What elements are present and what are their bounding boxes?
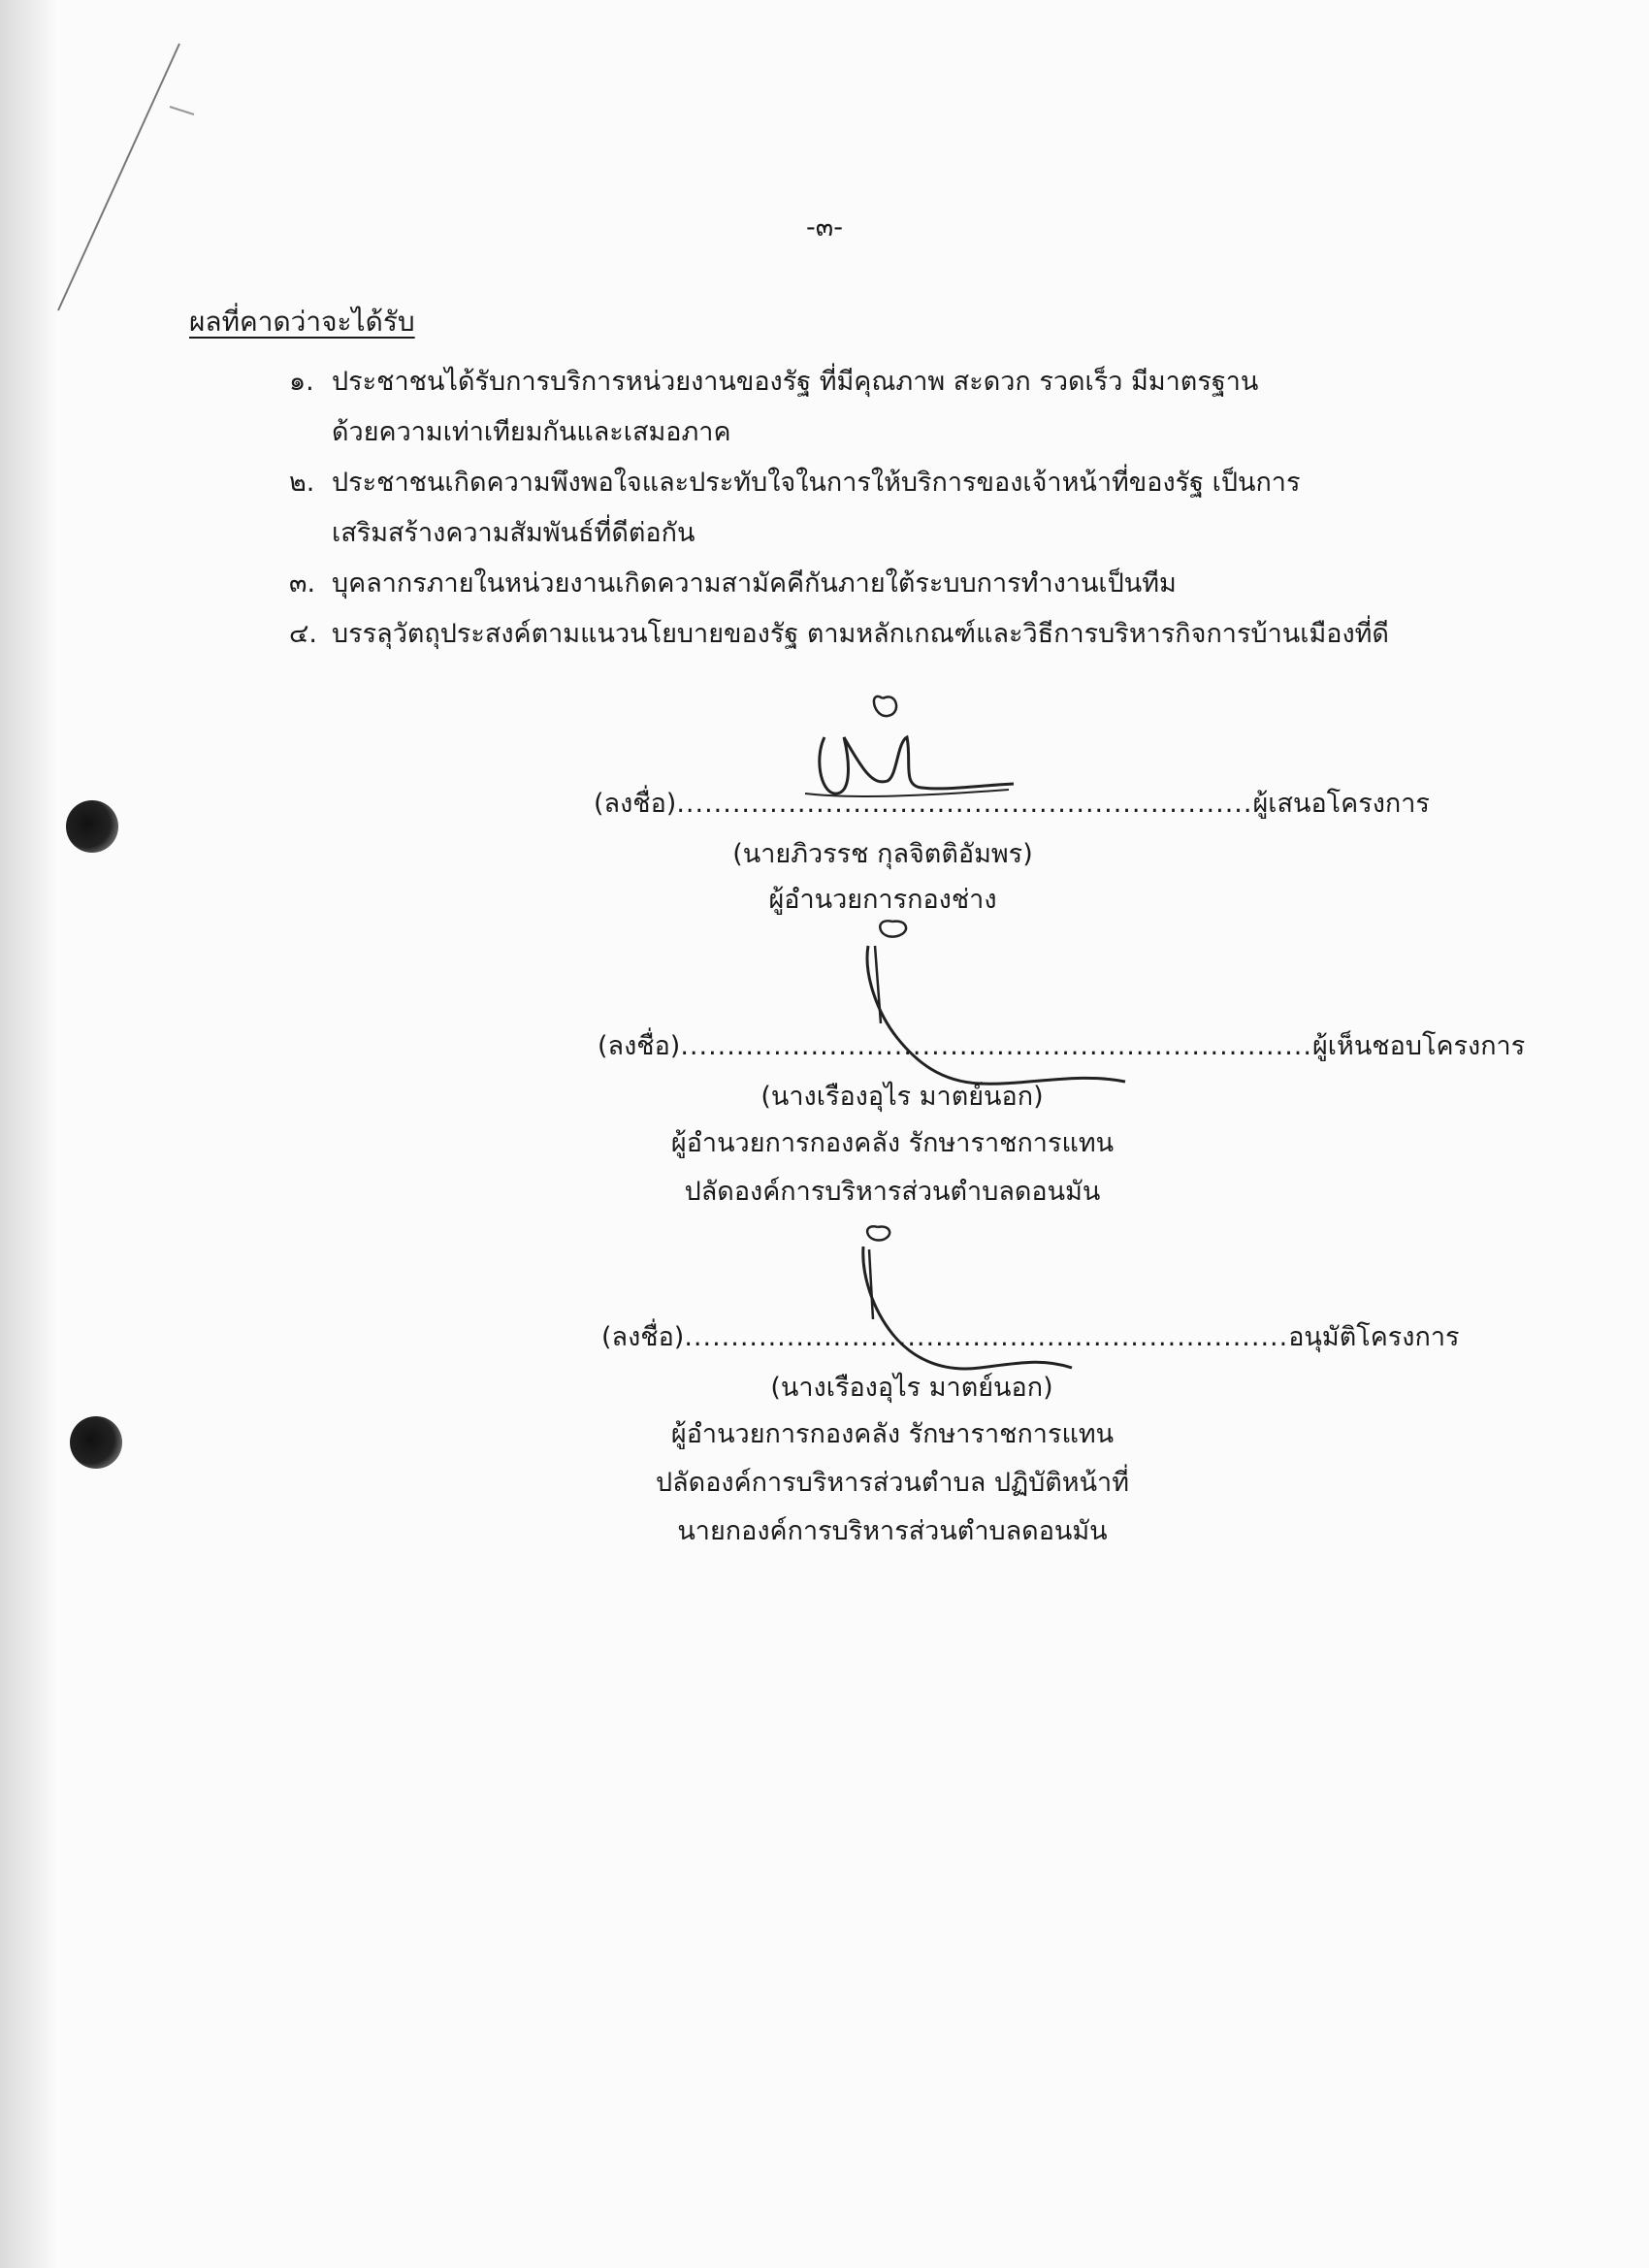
page-number: -๓- bbox=[806, 212, 843, 243]
item-text: ด้วยความเท่าเทียมกันและเสมอภาค bbox=[332, 417, 731, 447]
list-item bbox=[289, 559, 1482, 609]
sign-prefix: (ลงชื่อ) bbox=[594, 789, 677, 819]
signer-position: ผู้อำนวยการกองช่าง bbox=[768, 885, 997, 915]
item-text: บุคลากรภายในหน่วยงานเกิดความสามัคคีกันภายใต้ระบบการทำงานเป็นทีม bbox=[332, 568, 1177, 599]
item-number: ๔. bbox=[289, 619, 318, 649]
signer-name: (นางเรืองอุไร มาตย์นอก) bbox=[760, 1082, 1044, 1112]
section-heading: ผลที่คาดว่าจะได้รับ bbox=[189, 306, 415, 338]
signer-name: (นายภิวรรช กุลจิตติอัมพร) bbox=[732, 839, 1033, 869]
sign-prefix: (ลงชื่อ) bbox=[598, 1031, 681, 1061]
signature-line-authorizer bbox=[601, 1315, 1459, 1357]
signer-position: นายกองค์การบริหารส่วนตำบลดอนมัน bbox=[677, 1516, 1108, 1546]
punch-hole-top bbox=[66, 800, 118, 853]
item-number: ๓. bbox=[289, 568, 316, 599]
sign-prefix: (ลงชื่อ) bbox=[601, 1322, 685, 1352]
signer-name: (นางเรืองอุไร มาตย์นอก) bbox=[770, 1373, 1053, 1403]
sign-role: ผู้เสนอโครงการ bbox=[1252, 789, 1430, 819]
sign-dots: .............................................................. bbox=[676, 789, 1253, 819]
item-number: ๑. bbox=[289, 367, 314, 397]
expected-results-list bbox=[289, 357, 1482, 660]
signature-line-approver bbox=[598, 1024, 1525, 1066]
item-text: ประชาชนเกิดความพึงพอใจและประทับใจในการให้บริการของเจ้าหน้าที่ของรัฐ เป็นการ bbox=[332, 468, 1301, 498]
list-item bbox=[289, 609, 1482, 660]
signer-position: ผู้อำนวยการกองคลัง รักษาราชการแทน bbox=[670, 1419, 1115, 1449]
sign-role: ผู้เห็นชอบโครงการ bbox=[1311, 1031, 1526, 1061]
handwritten-signature-1 bbox=[776, 679, 1028, 815]
sign-dots: .................................................................... bbox=[680, 1031, 1312, 1061]
item-number: ๒. bbox=[289, 468, 315, 498]
list-item bbox=[289, 458, 1482, 559]
signer-position: ผู้อำนวยการกองคลัง รักษาราชการแทน bbox=[670, 1128, 1115, 1158]
punch-hole-bottom bbox=[70, 1416, 122, 1469]
handwritten-signature-3 bbox=[834, 1213, 1086, 1387]
sign-role: อนุมัติโครงการ bbox=[1288, 1322, 1460, 1352]
item-text: บรรลุวัตถุประสงค์ตามแนวนโยบายของรัฐ ตามหลักเกณฑ์และวิธีการบริหารกิจการบ้านเมืองที่ดี bbox=[332, 619, 1389, 649]
item-text: ประชาชนได้รับการบริการหน่วยงานของรัฐ ที่มีคุณภาพ สะดวก รวดเร็ว มีมาตรฐาน bbox=[332, 367, 1259, 397]
paper-fold-mark bbox=[0, 0, 252, 407]
item-text: เสริมสร้างความสัมพันธ์ที่ดีต่อกัน bbox=[332, 518, 695, 548]
signer-position: ปลัดองค์การบริหารส่วนตำบล ปฏิบัติหน้าที่ bbox=[655, 1468, 1129, 1498]
sign-dots: ................................................................. bbox=[684, 1322, 1289, 1352]
list-item bbox=[289, 357, 1482, 458]
signer-position: ปลัดองค์การบริหารส่วนตำบลดอนมัน bbox=[684, 1177, 1101, 1207]
